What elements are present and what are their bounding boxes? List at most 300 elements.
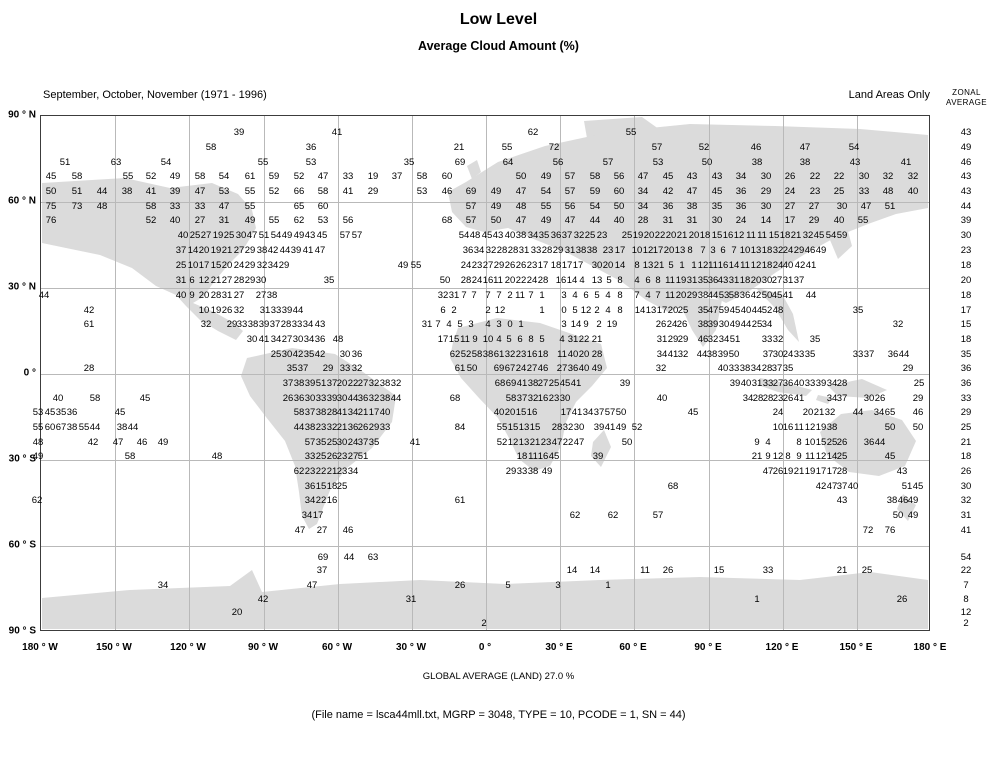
cloud-amount-value: 18 (761, 260, 773, 271)
cloud-amount-value: 55 (410, 260, 422, 271)
cloud-amount-value: 7 (471, 290, 477, 301)
cloud-amount-value: 29 (902, 363, 914, 374)
cloud-amount-value: 34 (270, 334, 282, 345)
cloud-amount-value: 15 (713, 565, 725, 576)
cloud-amount-value: 24 (460, 260, 472, 271)
cloud-amount-value: 47 (826, 481, 838, 492)
cloud-amount-value: 44 (292, 305, 304, 316)
cloud-amount-value: 34 (735, 171, 747, 182)
cloud-amount-value: 32 (655, 363, 667, 374)
cloud-amount-value: 13 (645, 305, 657, 316)
cloud-amount-value: 37 (297, 363, 309, 374)
cloud-amount-value: 58 (205, 142, 217, 153)
cloud-amount-value: 54 (540, 186, 552, 197)
cloud-amount-value: 37 (316, 565, 328, 576)
cloud-amount-value: 33 (291, 319, 303, 330)
cloud-amount-value: 19 (632, 230, 644, 241)
cloud-amount-value: 14 (614, 260, 626, 271)
cloud-amount-value: 38 (256, 245, 268, 256)
cloud-amount-value: 67 (504, 363, 516, 374)
cloud-amount-value: 36 (567, 363, 579, 374)
cloud-amount-value: 44 (874, 437, 886, 448)
zonal-header-line2: AVERAGE (946, 98, 987, 107)
cloud-amount-value: 2 (485, 305, 491, 316)
zonal-average-value: 43 (960, 171, 972, 182)
cloud-amount-value: 8 (617, 290, 623, 301)
cloud-amount-value: 57 (652, 510, 664, 521)
cloud-amount-value: 18 (779, 230, 791, 241)
cloud-amount-value: 52 (761, 305, 773, 316)
cloud-amount-value: 20 (667, 305, 679, 316)
cloud-amount-value: 48 (332, 334, 344, 345)
cloud-amount-value: 42 (314, 349, 326, 360)
cloud-amount-value: 4 (579, 275, 585, 286)
cloud-amount-value: 76 (45, 215, 57, 226)
cloud-amount-value: 49 (490, 201, 502, 212)
cloud-amount-value: 36 (550, 230, 562, 241)
longitude-gridline (189, 116, 190, 630)
cloud-amount-value: 38 (739, 363, 751, 374)
cloud-amount-value: 38 (121, 186, 133, 197)
cloud-amount-value: 18 (699, 230, 711, 241)
cloud-amount-value: 32 (233, 305, 245, 316)
cloud-amount-value: 51 (901, 481, 913, 492)
cloud-amount-value: 45 (813, 230, 825, 241)
latitude-tick-label: 90 ° N (8, 109, 36, 121)
cloud-amount-value: 1 (518, 319, 524, 330)
cloud-amount-value: 29 (367, 186, 379, 197)
cloud-amount-value: 23 (336, 466, 348, 477)
cloud-amount-value: 7 (496, 290, 502, 301)
cloud-amount-value: 29 (912, 393, 924, 404)
cloud-amount-value: 47 (317, 171, 329, 182)
cloud-amount-value: 24 (233, 260, 245, 271)
cloud-amount-value: 28 (233, 275, 245, 286)
cloud-amount-value: 4 (496, 334, 502, 345)
cloud-amount-value: 6 (645, 275, 651, 286)
cloud-amount-value: 37 (175, 245, 187, 256)
cloud-amount-value: 58 (471, 349, 483, 360)
cloud-amount-value: 38 (826, 422, 838, 433)
cloud-amount-value: 42 (794, 260, 806, 271)
cloud-amount-value: 4 (485, 319, 491, 330)
cloud-amount-value: 44 (347, 393, 359, 404)
cloud-amount-value: 4 (605, 305, 611, 316)
cloud-amount-value: 52 (293, 171, 305, 182)
cloud-amount-value: 30 (836, 201, 848, 212)
zonal-average-value: 43 (960, 186, 972, 197)
cloud-amount-value: 0 (507, 319, 513, 330)
cloud-amount-value: 57 (304, 437, 316, 448)
cloud-amount-value: 26 (504, 260, 516, 271)
cloud-amount-value: 2 (451, 305, 457, 316)
cloud-amount-value: 25 (189, 230, 201, 241)
cloud-amount-value: 23 (515, 349, 527, 360)
cloud-amount-value: 32 (368, 378, 380, 389)
cloud-amount-value: 13 (642, 260, 654, 271)
cloud-amount-value: 26 (662, 565, 674, 576)
cloud-amount-value: 29 (677, 334, 689, 345)
cloud-amount-value: 30 (336, 393, 348, 404)
longitude-tick-label: 120 ° W (170, 642, 206, 653)
cloud-amount-value: 52 (698, 142, 710, 153)
cloud-amount-value: 1 (605, 580, 611, 591)
cloud-amount-value: 26 (896, 594, 908, 605)
cloud-amount-value: 50 (613, 201, 625, 212)
zonal-average-value: 8 (963, 594, 969, 605)
cloud-amount-value: 29 (244, 275, 256, 286)
zonal-average-value: 23 (960, 245, 972, 256)
cloud-amount-value: 29 (322, 363, 334, 374)
cloud-amount-value: 28 (541, 245, 553, 256)
cloud-amount-value: 16 (526, 349, 538, 360)
cloud-amount-value: 46 (804, 245, 816, 256)
cloud-amount-value: 30 (573, 422, 585, 433)
cloud-amount-value: 36 (305, 142, 317, 153)
cloud-amount-value: 47 (314, 245, 326, 256)
cloud-amount-value: 45 (711, 186, 723, 197)
cloud-amount-value: 41 (805, 260, 817, 271)
cloud-amount-value: 51 (59, 157, 71, 168)
zonal-average-value: 35 (960, 349, 972, 360)
cloud-amount-value: 26 (515, 260, 527, 271)
cloud-amount-value: 36 (707, 275, 719, 286)
cloud-amount-value: 30 (235, 230, 247, 241)
cloud-amount-value: 47 (551, 437, 563, 448)
zonal-average-value: 49 (960, 142, 972, 153)
cloud-amount-value: 19 (782, 466, 794, 477)
cloud-amount-value: 44 (127, 422, 139, 433)
cloud-amount-value: 32 (772, 245, 784, 256)
cloud-amount-value: 33 (194, 201, 206, 212)
cloud-amount-value: 26 (655, 319, 667, 330)
cloud-amount-value: 27 (784, 201, 796, 212)
cloud-amount-value: 23 (772, 393, 784, 404)
cloud-amount-value: 56 (552, 157, 564, 168)
cloud-amount-value: 36 (293, 393, 305, 404)
cloud-amount-value: 7 (461, 290, 467, 301)
cloud-amount-value: 15 (210, 260, 222, 271)
cloud-amount-value: 34 (347, 407, 359, 418)
cloud-amount-value: 21 (221, 245, 233, 256)
cloud-amount-value: 8 (617, 305, 623, 316)
cloud-amount-value: 30 (760, 171, 772, 182)
cloud-amount-value: 34 (656, 349, 668, 360)
cloud-amount-value: 31 (221, 290, 233, 301)
zonal-average-header (936, 88, 997, 108)
cloud-amount-value: 3 (561, 290, 567, 301)
cloud-amount-value: 59 (589, 186, 601, 197)
cloud-amount-value: 38 (575, 245, 587, 256)
cloud-amount-value: 24 (782, 245, 794, 256)
zonal-average-value: 31 (960, 510, 972, 521)
cloud-amount-value: 12 (815, 451, 827, 462)
cloud-amount-value: 34 (527, 230, 539, 241)
cloud-amount-value: 33 (762, 378, 774, 389)
cloud-amount-value: 37 (561, 230, 573, 241)
cloud-amount-value: 39 (729, 378, 741, 389)
cloud-amount-value: 57 (465, 215, 477, 226)
cloud-amount-value: 50 (490, 215, 502, 226)
cloud-amount-value: 13 (518, 437, 530, 448)
cloud-amount-value: 13 (591, 275, 603, 286)
cloud-amount-value: 60 (44, 422, 56, 433)
file-info-label: (File name = lsca44mll.txt, MGRP = 3048, TYPE = 10, PCODE = 1, SN = 44) (311, 709, 686, 721)
cloud-amount-value: 46 (537, 363, 549, 374)
cloud-amount-value: 39 (592, 451, 604, 462)
cloud-amount-value: 35 (368, 437, 380, 448)
cloud-amount-value: 37 (771, 363, 783, 374)
cloud-amount-value: 33 (379, 422, 391, 433)
cloud-amount-value: 24 (772, 260, 784, 271)
cloud-amount-value: 14 (570, 319, 582, 330)
cloud-amount-value: 54 (218, 171, 230, 182)
zonal-average-value: 46 (960, 157, 972, 168)
cloud-amount-value: 41 (342, 186, 354, 197)
cloud-amount-value: 25 (677, 305, 689, 316)
latitude-tick-label: 60 ° S (8, 539, 36, 551)
cloud-amount-value: 63 (367, 552, 379, 563)
cloud-amount-value: 43 (304, 230, 316, 241)
cloud-amount-value: 49 (244, 215, 256, 226)
cloud-amount-value: 37 (836, 481, 848, 492)
cloud-amount-value: 7 (731, 245, 737, 256)
cloud-amount-value: 34 (742, 393, 754, 404)
cloud-amount-value: 45 (912, 481, 924, 492)
cloud-amount-value: 50 (701, 157, 713, 168)
cloud-amount-value: 23 (596, 230, 608, 241)
cloud-amount-value: 42 (257, 594, 269, 605)
cloud-amount-value: 25 (336, 481, 348, 492)
cloud-amount-value: 40 (504, 230, 516, 241)
latitude-gridline (41, 546, 929, 547)
cloud-amount-value: 20 (198, 290, 210, 301)
cloud-amount-value: 49 (281, 230, 293, 241)
cloud-amount-value: 30 (858, 171, 870, 182)
cloud-amount-value: 21 (751, 451, 763, 462)
zonal-average-value: 12 (960, 607, 972, 618)
cloud-amount-value: 36 (887, 349, 899, 360)
cloud-amount-value: 20 (578, 349, 590, 360)
zonal-average-value: 54 (960, 552, 972, 563)
latitude-gridline (41, 374, 929, 375)
cloud-amount-value: 12 (697, 260, 709, 271)
cloud-amount-value: 68 (494, 378, 506, 389)
cloud-amount-value: 33 (339, 363, 351, 374)
cloud-amount-value: 36 (462, 245, 474, 256)
cloud-amount-value: 28 (836, 466, 848, 477)
page-subtitle: Average Cloud Amount (%) (418, 39, 579, 53)
cloud-amount-value: 23 (336, 451, 348, 462)
cloud-amount-value: 17 (437, 334, 449, 345)
cloud-amount-value: 17 (560, 407, 572, 418)
cloud-amount-value: 57 (351, 230, 363, 241)
cloud-amount-value: 62 (569, 510, 581, 521)
cloud-amount-value: 41 (331, 127, 343, 138)
cloud-amount-value: 27 (255, 290, 267, 301)
zonal-average-value: 39 (960, 215, 972, 226)
cloud-amount-value: 38 (482, 349, 494, 360)
cloud-amount-value: 10 (804, 437, 816, 448)
cloud-amount-value: 59 (268, 171, 280, 182)
cloud-amount-value: 15 (815, 437, 827, 448)
cloud-amount-value: 44 (852, 407, 864, 418)
cloud-amount-value: 49 (157, 437, 169, 448)
cloud-amount-value: 47 (246, 230, 258, 241)
cloud-amount-value: 20 (665, 230, 677, 241)
cloud-amount-value: 37 (357, 437, 369, 448)
cloud-amount-value: 10 (772, 422, 784, 433)
cloud-amount-value: 25 (836, 451, 848, 462)
cloud-amount-value: 46 (136, 437, 148, 448)
cloud-amount-value: 12 (198, 275, 210, 286)
cloud-amount-value: 21 (529, 437, 541, 448)
longitude-tick-label: 0 ° (478, 642, 492, 653)
cloud-amount-value: 25 (621, 230, 633, 241)
cloud-amount-value: 4 (572, 290, 578, 301)
cloud-amount-value: 10 (631, 245, 643, 256)
cloud-amount-value: 39 (169, 186, 181, 197)
longitude-tick-label: 60 ° E (619, 642, 647, 653)
cloud-amount-value: 32 (200, 319, 212, 330)
cloud-amount-value: 53 (317, 215, 329, 226)
cloud-amount-value: 18 (739, 275, 751, 286)
longitude-tick-label: 180 ° E (913, 642, 947, 653)
cloud-amount-value: 32 (527, 393, 539, 404)
cloud-amount-value: 47 (294, 525, 306, 536)
cloud-amount-value: 31 (686, 275, 698, 286)
cloud-amount-value: 59 (718, 305, 730, 316)
cloud-amount-value: 19 (210, 305, 222, 316)
cloud-amount-value: 44 (751, 305, 763, 316)
cloud-amount-value: 58 (416, 171, 428, 182)
zonal-average-value: 36 (960, 363, 972, 374)
cloud-amount-value: 57 (465, 201, 477, 212)
cloud-amount-value: 14 (760, 215, 772, 226)
cloud-amount-value: 22 (833, 171, 845, 182)
cloud-amount-value: 52 (496, 437, 508, 448)
cloud-amount-value: 68 (449, 393, 461, 404)
cloud-amount-value: 21 (210, 275, 222, 286)
cloud-amount-value: 37 (282, 378, 294, 389)
cloud-amount-value: 27 (526, 363, 538, 374)
cloud-amount-value: 60 (613, 186, 625, 197)
longitude-tick-label: 90 ° E (694, 642, 722, 653)
cloud-amount-value: 34 (637, 186, 649, 197)
cloud-amount-value: 26 (326, 451, 338, 462)
cloud-amount-value: 40 (52, 393, 64, 404)
cloud-amount-value: 35 (323, 275, 335, 286)
cloud-amount-value: 44 (740, 319, 752, 330)
cloud-amount-value: 62 (293, 466, 305, 477)
cloud-amount-value: 50 (466, 363, 478, 374)
cloud-amount-value: 61 (454, 363, 466, 374)
cloud-amount-value: 32 (824, 407, 836, 418)
cloud-amount-value: 61 (493, 349, 505, 360)
cloud-amount-value: 10 (198, 305, 210, 316)
cloud-amount-value: 31 (662, 215, 674, 226)
cloud-amount-value: 38 (379, 378, 391, 389)
cloud-amount-value: 16 (717, 260, 729, 271)
cloud-amount-value: 53 (305, 157, 317, 168)
cloud-amount-value: 11 (515, 290, 525, 301)
cloud-amount-value: 27 (771, 275, 783, 286)
cloud-amount-value: 27 (772, 378, 784, 389)
cloud-amount-value: 5 (505, 580, 511, 591)
cloud-amount-value: 56 (342, 215, 354, 226)
cloud-amount-value: 33 (516, 466, 528, 477)
cloud-amount-value: 47 (686, 186, 698, 197)
cloud-amount-value: 16 (782, 422, 794, 433)
cloud-amount-value: 31 (405, 594, 417, 605)
cloud-amount-value: 40 (793, 378, 805, 389)
cloud-amount-value: 23 (526, 260, 538, 271)
zonal-average-value: 30 (960, 481, 972, 492)
cloud-amount-value: 47 (515, 186, 527, 197)
latitude-tick-label: 30 ° N (8, 281, 36, 293)
cloud-amount-value: 55 (496, 422, 508, 433)
cloud-amount-value: 32 (437, 290, 449, 301)
cloud-amount-value: 32 (562, 422, 574, 433)
cloud-amount-value: 39 (707, 319, 719, 330)
cloud-amount-value: 39 (326, 393, 338, 404)
cloud-amount-value: 9 (754, 437, 760, 448)
cloud-amount-value: 28 (752, 393, 764, 404)
zonal-average-value: 26 (960, 466, 972, 477)
cloud-amount-value: 23 (471, 260, 483, 271)
cloud-amount-value: 16 (537, 451, 549, 462)
cloud-amount-value: 34 (302, 319, 314, 330)
cloud-amount-value: 38 (799, 157, 811, 168)
cloud-amount-value: 17 (198, 260, 210, 271)
cloud-amount-value: 31 (564, 245, 576, 256)
cloud-amount-value: 28 (460, 275, 472, 286)
cloud-amount-value: 17 (784, 215, 796, 226)
cloud-amount-value: 30 (339, 349, 351, 360)
cloud-amount-value: 21 (591, 334, 603, 345)
cloud-amount-value: 28 (761, 363, 773, 374)
cloud-amount-value: 40 (907, 186, 919, 197)
cloud-amount-value: 36 (351, 349, 363, 360)
cloud-amount-value: 38 (527, 378, 539, 389)
cloud-amount-value: 67 (55, 422, 67, 433)
cloud-amount-value: 58 (124, 451, 136, 462)
cloud-amount-value: 64 (502, 157, 514, 168)
cloud-amount-value: 55 (501, 142, 513, 153)
cloud-amount-value: 34 (267, 260, 279, 271)
cloud-amount-value: 14 (566, 275, 578, 286)
cloud-amount-value: 29 (552, 245, 564, 256)
cloud-amount-value: 5 (457, 319, 463, 330)
cloud-amount-value: 51 (258, 230, 270, 241)
cloud-amount-value: 11 (740, 260, 750, 271)
cloud-amount-value: 11 (708, 260, 718, 271)
cloud-amount-value: 49 (815, 245, 827, 256)
cloud-amount-value: 53 (652, 157, 664, 168)
cloud-amount-value: 50 (884, 422, 896, 433)
cloud-amount-value: 21 (836, 565, 848, 576)
cloud-amount-value: 17 (561, 260, 573, 271)
cloud-amount-value: 25 (315, 451, 327, 462)
cloud-amount-value: 35 (711, 201, 723, 212)
cloud-amount-value: 12 (580, 305, 592, 316)
cloud-amount-value: 17 (652, 245, 664, 256)
cloud-amount-value: 24 (784, 186, 796, 197)
cloud-amount-value: 24 (735, 215, 747, 226)
cloud-amount-value: 35 (804, 349, 816, 360)
land-areas-only-label: Land Areas Only (848, 89, 930, 101)
cloud-amount-value: 45 (884, 451, 896, 462)
